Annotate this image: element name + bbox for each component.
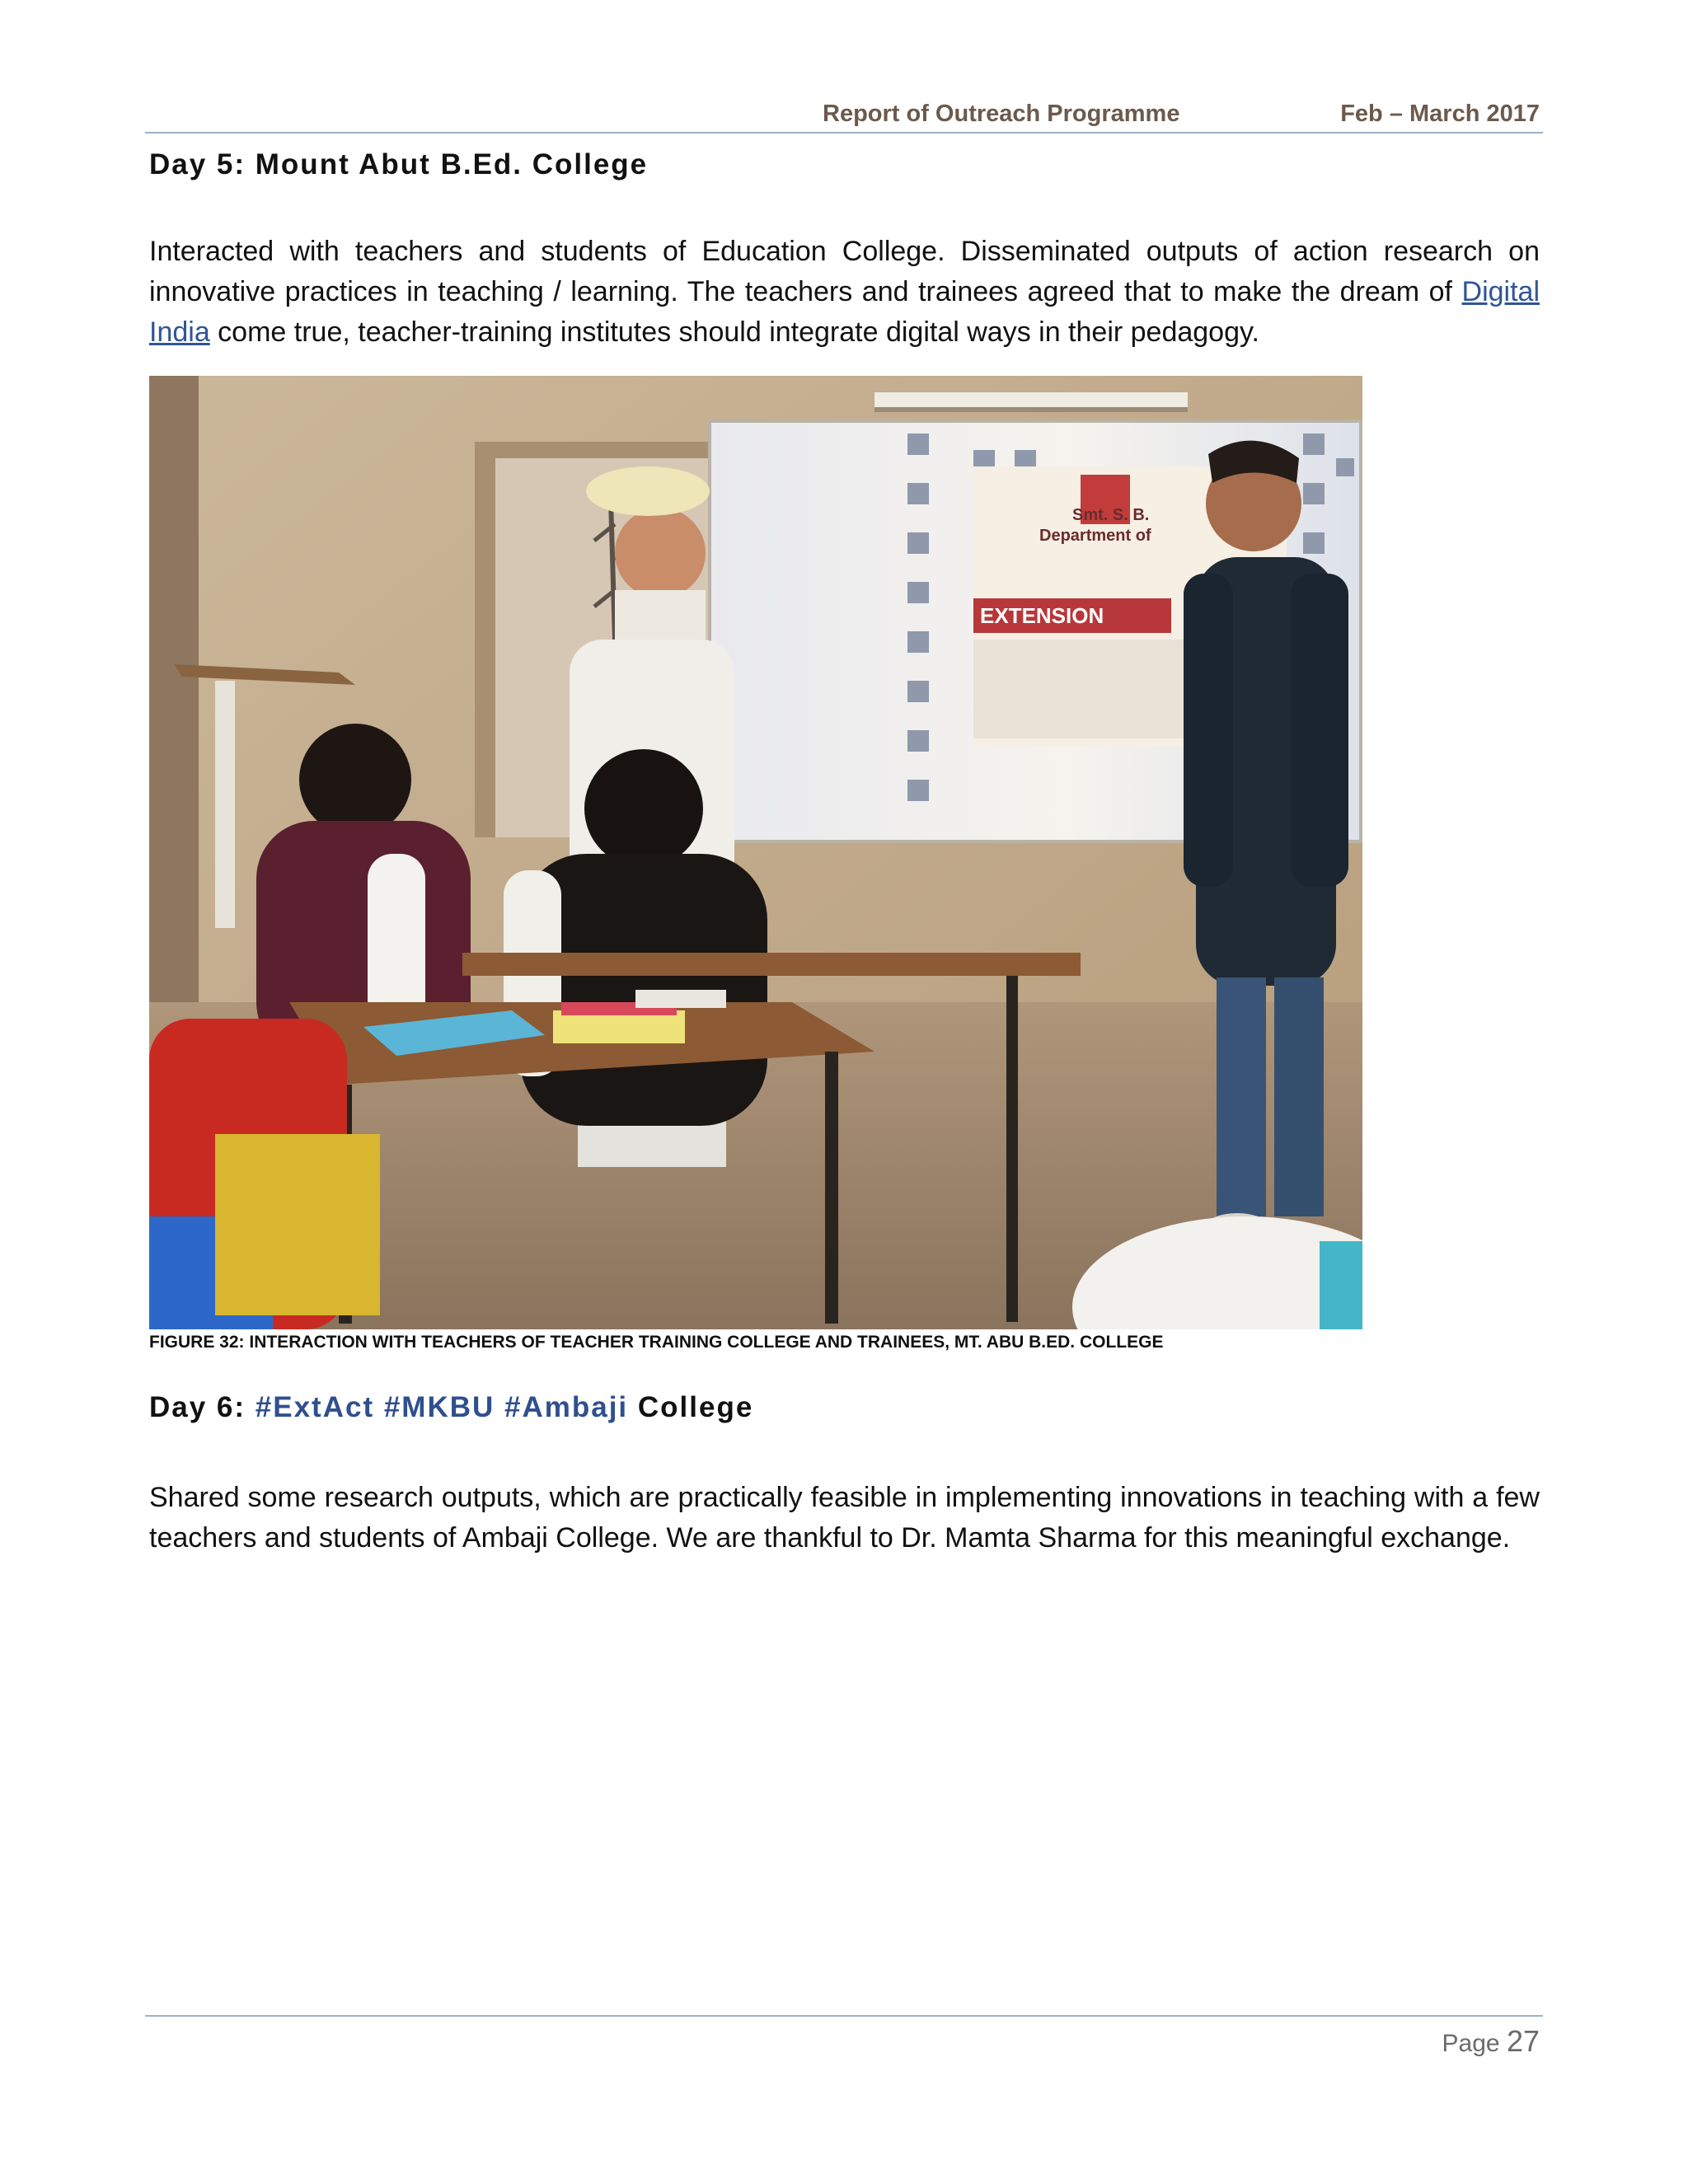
page-number-value: 27 (1506, 2024, 1540, 2058)
paragraph-text-continued: come true, teacher-training institutes should integrate digital ways in their pedagogy. (209, 316, 1259, 348)
section-paragraph-day5 (149, 232, 1540, 353)
heading-suffix: College (628, 1391, 754, 1423)
report-date: Feb – March 2017 (1340, 101, 1540, 127)
paragraph-text: Interacted with teachers and students of Education College. Disseminated outputs of action research on innovative practices in teaching / learning. The teachers and trainees agreed that to make the dream of (149, 236, 1540, 307)
screen-text-2: Department of (1039, 527, 1151, 545)
page-header (145, 97, 1543, 134)
digital-india-link[interactable]: Digital India (149, 276, 1540, 348)
figure-caption: FIGURE 32: INTERACTION WITH TEACHERS OF TEACHER TRAINING COLLEGE AND TRAINEES, MT. ABU B.ED. COLLEGE (149, 1333, 1164, 1352)
screen-banner: EXTENSION (980, 603, 1104, 628)
screen-text-1: Smt. S. B. (1072, 506, 1150, 524)
page-number (1442, 2024, 1540, 2059)
heading-prefix: Day 6: (149, 1391, 256, 1423)
page-label: Page (1442, 2030, 1500, 2057)
section-heading-day5: Day 5: Mount Abut B.Ed. College (149, 148, 649, 180)
section-heading-day6 (149, 1391, 753, 1424)
hashtags[interactable]: #ExtAct #MKBU #Ambaji (255, 1391, 629, 1423)
classroom-photo (149, 376, 1362, 1329)
header-divider (145, 132, 1543, 134)
section-paragraph-day6: Shared some research outputs, which are practically feasible in implementing innovations in teaching with a few teachers and students of Ambaji College. We are thankful to Dr. Mamta Sharma for this meaningful exchange. (149, 1482, 1540, 1554)
report-title: Report of Outreach Programme (823, 101, 1180, 127)
footer-divider (145, 2015, 1543, 2017)
